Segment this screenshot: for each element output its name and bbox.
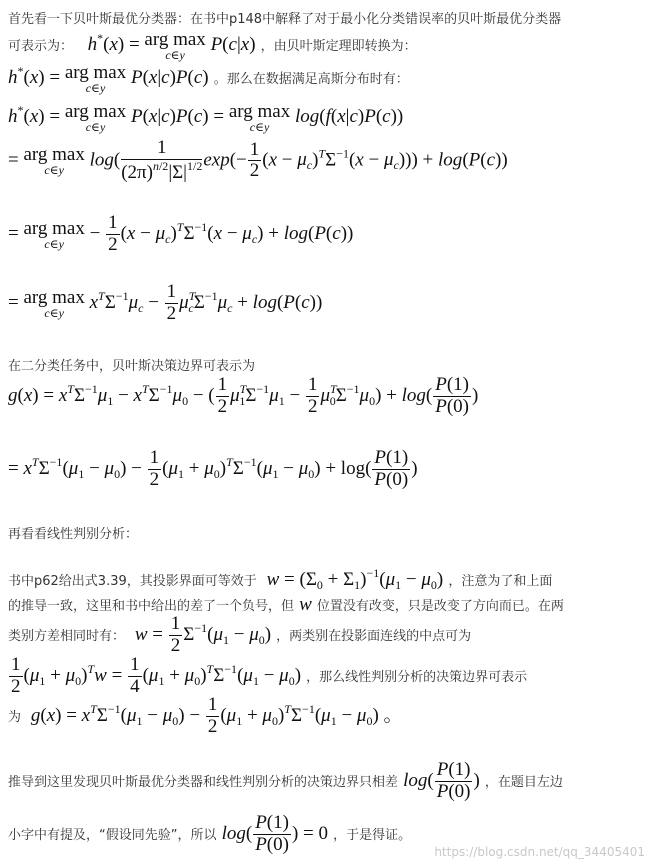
text-fragment: 位置没有改变，只是改变了方向而已。在两 — [316, 599, 564, 614]
formula-gauss-3: = arg max c∈y − $\frac{1}{2}$ $(x - \mu_c)^T\Sigma^{-1}(x - \mu_c) + \log(P(c))$ — [8, 212, 354, 255]
formula-w: $w = (\Sigma_0 + \Sigma_1)^{-1}(\mu_1 - \mu_0)$ — [266, 566, 444, 592]
formula-w-equal-cov: w = $\frac{1}{2}$ $\Sigma^{-1}(\mu_1 - \mu_0)$ — [134, 613, 272, 656]
text-fragment: 。那么在数据满足高斯分布时有： — [213, 71, 409, 87]
text-fragment: 的推导一致，这里和书中给出的差了一个负号，但 — [8, 599, 295, 614]
text-fragment: ，那么线性判别分析的决策边界可表示 — [306, 669, 528, 685]
text-fragment: 小字中有提及，“假设同先验”，所以 — [8, 827, 217, 843]
text-fragment: 类别方差相同时有： — [8, 628, 126, 644]
formula-midpoint: $\frac{1}{2}$ $(\mu_1 + \mu_0)^Tw$ = $\frac{1}{4}$ $(\mu_1 + \mu_0)^T\Sigma^{-1}(\mu_1 - \mu_0)$ — [11, 654, 302, 697]
text-fragment: ，两类别在投影面连线的中点可为 — [276, 628, 472, 644]
lda-heading-text: 再看看线性判别分析： — [8, 527, 139, 542]
formula-h-star: h*(x) = arg max c∈y P(c|x) — [87, 29, 256, 62]
text-fragment: 书中p62给出式3.39，其投影界面可等效于 — [8, 574, 257, 589]
bayes-theorem-line — [8, 63, 409, 94]
text-fragment: 为 — [8, 709, 22, 725]
lda-line-1 — [8, 566, 552, 593]
text-fragment: ，由贝叶斯定理即转换为： — [260, 38, 417, 54]
formula-log-ratio-zero: log( $\frac{P(1)}{P(0)}$ ) = 0 — [221, 812, 328, 855]
formula-gauss-2: = arg max c∈y log( $\frac{1}{(2\pi)^{n/2}|\Sigma|^{1/2}}$ exp(− $\frac{1}{2}$ $(x - \mu_c)^T\Sigma^{-1}(x - \mu_c))) + \log(P(c))$ — [8, 137, 508, 183]
conclusion-line-2 — [8, 813, 411, 856]
lda-line-5 — [8, 695, 403, 738]
text-fragment: 推导到这里发现贝叶斯最优分类器和线性判别分析的决策边界只相差 — [8, 774, 399, 790]
lda-line-2 — [8, 594, 564, 616]
formula-lda-boundary: $g(x) = x^T\Sigma^{-1}(\mu_1 - \mu_0)$ − $\frac{1}{2}$ $(\mu_1 + \mu_0)^T\Sigma^{-1}(\mu_1 - \mu_0)$ 。 — [30, 694, 403, 737]
formula-w-inline: w — [299, 594, 312, 615]
formula-bayes: h*(x) = arg max c∈y P(x|c)P(c) — [8, 62, 209, 95]
intro-text: 首先看一下贝叶斯最优分类器：在书中p148中解释了对于最小化分类错误率的贝叶斯最优分类器 — [8, 12, 562, 27]
text-fragment: ，于是得证。 — [333, 827, 412, 843]
watermark: https://blog.csdn.net/qq_34405401 — [434, 845, 645, 859]
text-fragment: ，注意为了和上面 — [448, 574, 553, 589]
formula-gauss-4: = arg max c∈y $x^T\Sigma^{-1}\mu_c$ − $\frac{1}{2}$ $\mu^T_c\Sigma^{-1}\mu_c + \log(P(c))$ — [8, 281, 323, 324]
lda-line-4 — [8, 655, 527, 698]
lda-line-3 — [8, 614, 471, 657]
text-fragment: 可表示为： — [8, 38, 74, 54]
text-fragment: ，在题目左边 — [484, 774, 563, 790]
binary-task-text: 在二分类任务中，贝叶斯决策边界可表示为 — [8, 359, 256, 374]
bayes-def-line — [8, 30, 417, 61]
formula-g-2: = $x^T\Sigma^{-1}(\mu_1 - \mu_0)$ − $\frac{1}{2}$ $(\mu_1 + \mu_0)^T\Sigma^{-1}(\mu_1 - \mu_0) + \log$( $\frac{P(1)}{P(0)}$ ) — [8, 447, 418, 490]
formula-gauss-1: h*(x) = arg max c∈y P(x|c)P(c) = arg max c∈y log(f(x|c)P(c)) — [8, 101, 404, 134]
conclusion-line-1 — [8, 760, 563, 803]
formula-log-ratio: log( $\frac{P(1)}{P(0)}$ ) — [403, 759, 480, 802]
formula-g-1: $g(x) = x^T\Sigma^{-1}\mu_1 - x^T\Sigma^{-1}\mu_0$ − ( $\frac{1}{2}$ $\mu^T_1\Sigma^{-1}\mu_1$ − $\frac{1}{2}$ $\mu^T_0\Sigma^{-1}\mu_0) + \log$( $\frac{P(1)}{P(0)}$ ) — [8, 374, 479, 417]
